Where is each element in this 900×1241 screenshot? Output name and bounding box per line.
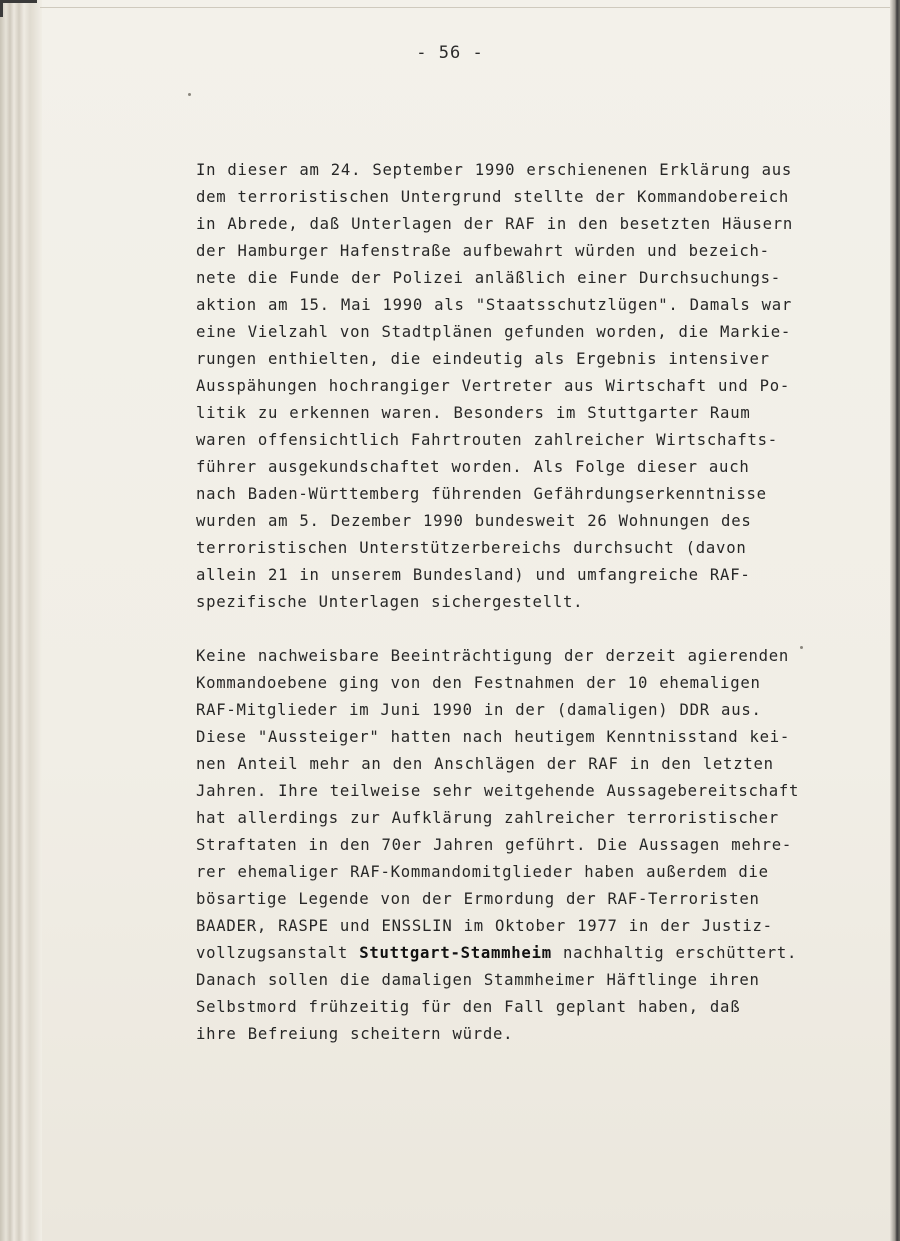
- page-corner-mark: [0, 0, 37, 17]
- text-line: Diese "Aussteiger" hatten nach heutigem Kenntnisstand kei-: [196, 728, 791, 746]
- text-line: Kommandoebene ging von den Festnahmen der 10 ehemaligen: [196, 674, 761, 692]
- text-segment: nachhaltig erschüttert.: [551, 944, 798, 962]
- text-line: bösartige Legende von der Ermordung der RAF-Terroristen: [196, 890, 760, 908]
- text-line: Danach sollen die damaligen Stammheimer Häftlinge ihren: [196, 971, 760, 989]
- text-line: eine Vielzahl von Stadtplänen gefunden worden, die Markie-: [196, 323, 792, 341]
- paper-stack-edge: [0, 0, 42, 1241]
- text-line: waren offensichtlich Fahrtrouten zahlreicher Wirtschafts-: [196, 431, 778, 449]
- body-text: [196, 157, 836, 1048]
- text-segment: vollzugsanstalt: [196, 944, 360, 962]
- text-line: spezifische Unterlagen sichergestellt.: [196, 593, 584, 611]
- text-line: in Abrede, daß Unterlagen der RAF in den besetzten Häusern: [196, 215, 794, 233]
- text-line: Selbstmord frühzeitig für den Fall geplant haben, daß: [196, 998, 741, 1016]
- text-line: BAADER, RASPE und ENSSLIN im Oktober 1977 in der Justiz-: [196, 917, 773, 935]
- text-line: Ausspähungen hochrangiger Vertreter aus Wirtschaft und Po-: [196, 377, 791, 395]
- text-line: RAF-Mitglieder im Juni 1990 in der (damaligen) DDR aus.: [196, 701, 762, 719]
- text-line: ihre Befreiung scheitern würde.: [196, 1025, 514, 1043]
- text-line: rungen enthielten, die eindeutig als Ergebnis intensiver: [196, 350, 770, 368]
- text-line: allein 21 in unserem Bundesland) und umfangreiche RAF-: [196, 566, 751, 584]
- text-line: litik zu erkennen waren. Besonders im Stuttgarter Raum: [196, 404, 751, 422]
- text-line: In dieser am 24. September 1990 erschienenen Erklärung aus: [196, 161, 793, 179]
- text-line: dem terroristischen Untergrund stellte der Kommandobereich: [196, 188, 790, 206]
- text-line: terroristischen Unterstützerbereichs durchsucht (davon: [196, 539, 747, 557]
- text-line: führer ausgekundschaftet worden. Als Folge dieser auch: [196, 458, 750, 476]
- text-line-with-bold: [196, 940, 836, 967]
- top-edge-line: [40, 7, 890, 8]
- text-line: nach Baden-Württemberg führenden Gefährdungserkenntnisse: [196, 485, 767, 503]
- text-line: aktion am 15. Mai 1990 als "Staatsschutzlügen". Damals war: [196, 296, 793, 314]
- paragraph-2: [196, 643, 836, 1048]
- text-line: hat allerdings zur Aufklärung zahlreicher terroristischer: [196, 809, 779, 827]
- text-line: der Hamburger Hafenstraße aufbewahrt würden und bezeich-: [196, 242, 770, 260]
- text-line: Jahren. Ihre teilweise sehr weitgehende Aussagebereitschaft: [196, 782, 800, 800]
- text-line: Straftaten in den 70er Jahren geführt. Die Aussagen mehre-: [196, 836, 793, 854]
- text-line: nete die Funde der Polizei anläßlich einer Durchsuchungs-: [196, 269, 781, 287]
- text-line: Keine nachweisbare Beeinträchtigung der derzeit agierenden: [196, 647, 790, 665]
- paragraph-gap: [196, 616, 836, 643]
- text-line: rer ehemaliger RAF-Kommandomitglieder haben außerdem die: [196, 863, 769, 881]
- text-line: wurden am 5. Dezember 1990 bundesweit 26 Wohnungen des: [196, 512, 752, 530]
- page-number: - 56 -: [416, 43, 484, 63]
- paragraph-1: [196, 157, 836, 616]
- scan-right-edge: [890, 0, 900, 1241]
- text-line: nen Anteil mehr an den Anschlägen der RAF in den letzten: [196, 755, 774, 773]
- bold-place-name: Stuttgart-Stammheim: [359, 944, 552, 962]
- scan-speck: [188, 93, 191, 96]
